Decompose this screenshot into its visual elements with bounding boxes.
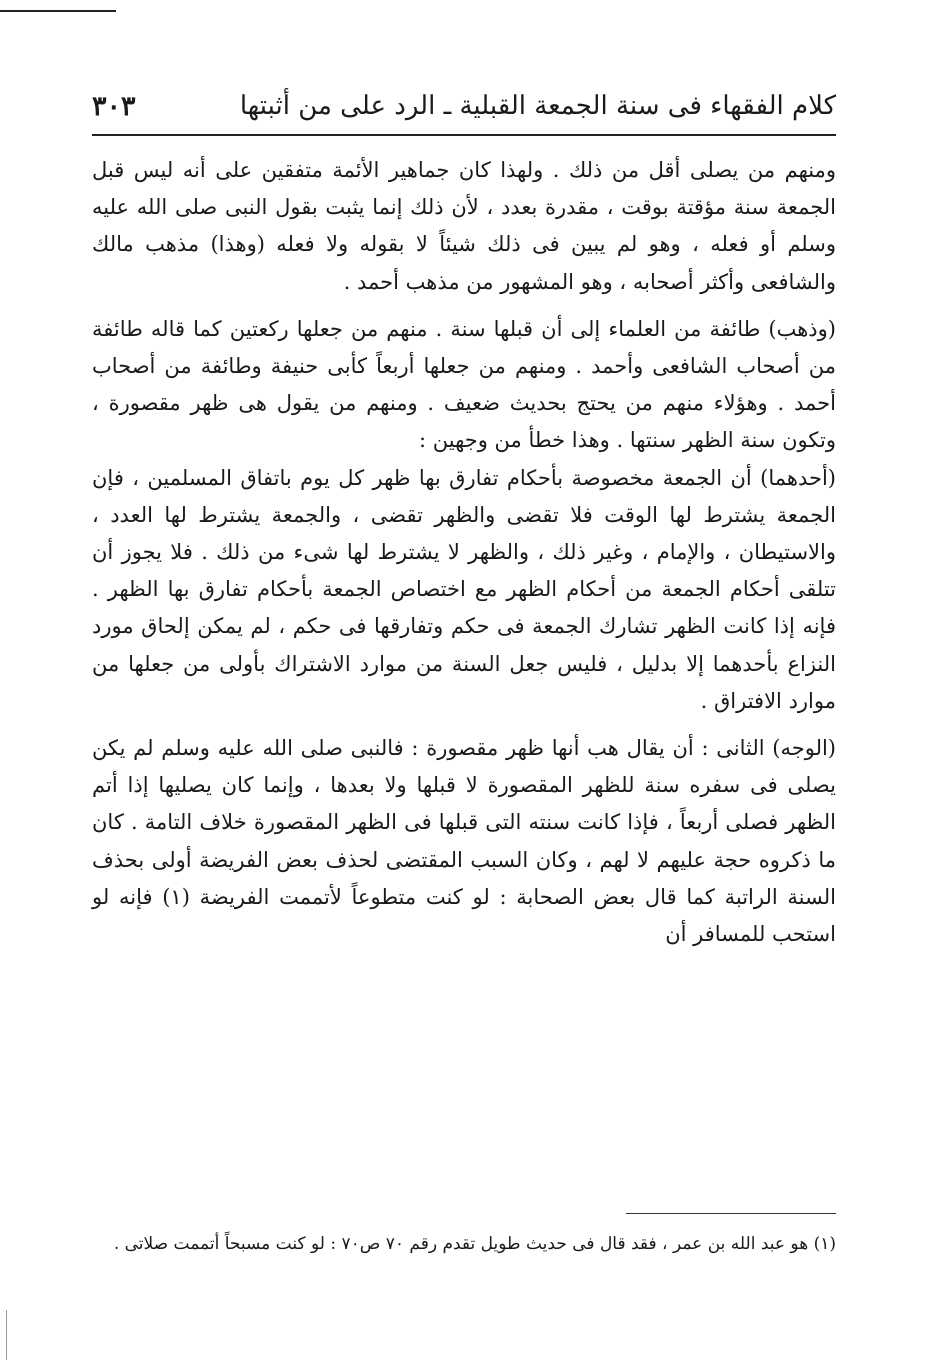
top-left-rule [0,10,116,12]
paragraph-4: (الوجه) الثانى : أن يقال هب أنها ظهر مقصورة : فالنبى صلى الله عليه وسلم لم يكن يصلى فى سفره سنة للظهر المقصورة لا قبلها ولا بعدها ، وإنما كان يصليها إذا أتم الظهر فصلى أربعاً ، فإذا كانت سنته التى قبلها فى الظهر المقصورة خلاف التامة . كان ما ذكروه حجة عليهم لا لهم ، وكان السبب المقتضى لحذف بعض الفريضة أولى بحذف السنة الراتبة كما قال بعض الصحابة : لو كنت متطوعاً لأتممت الفريضة (١) فإنه لو استحب للمسافر أن [92,736,836,947]
footnote [92,1227,836,1261]
running-title: كلام الفقهاء فى سنة الجمعة القبلية ـ الرد على من أثبتها [239,91,836,121]
footnote-rule [626,1213,836,1214]
page-number: ٣٠٣ [92,90,136,122]
paragraph-1: ومنهم من يصلى أقل من ذلك . ولهذا كان جماهير الأئمة متفقين على أنه ليس قبل الجمعة سنة مؤقتة بوقت ، مقدرة بعدد ، لأن ذلك إنما يثبت بقول النبى صلى الله عليه وسلم أو فعله ، وهو لم يبين فى ذلك شيئاً لا بقوله ولا فعله (وهذا) مذهب مالك والشافعى وأكثر أصحابه ، وهو المشهور من مذهب أحمد . [92,158,836,294]
paragraph-2: (وذهب) طائفة من العلماء إلى أن قبلها سنة . منهم من جعلها ركعتين كما قاله طائفة من أصحاب الشافعى وأحمد . ومنهم من جعلها أربعاً كأبى حنيفة وطائفة من أصحاب أحمد . وهؤلاء منهم من يحتج بحديث ضعيف . ومنهم من يقول هى ظهر مقصورة ، وتكون سنة الظهر سنتها . وهذا خطأ من وجهين : [92,316,836,453]
header-rule [92,134,836,136]
paragraph-3: (أحدهما) أن الجمعة مخصوصة بأحكام تفارق بها ظهر كل يوم باتفاق المسلمين ، فإن الجمعة يشترط لها الوقت فلا تقضى والظهر تقضى ، والجمعة يشترط لها العدد ، والاستيطان ، والإمام ، وغير ذلك ، والظهر لا يشترط لها شىء من ذلك . فلا يجوز أن تتلقى أحكام الجمعة من أحكام الظهر مع اختصاص الجمعة بأحكام تفارق بها الظهر . فإنه إذا كانت الظهر تشارك الجمعة فى حكم وتفارقها فى حكم ، لم يمكن إلحاق مورد النزاع بأحدهما إلا بدليل ، فليس جعل السنة من موارد الاشتراك بأولى من جعلها من موارد الافتراق . [92,465,837,713]
margin-mark [6,1310,7,1360]
running-header [92,84,836,128]
body-text [92,152,836,953]
footnote-text: (١) هو عبد الله بن عمر ، فقد قال فى حديث طويل تقدم رقم ٧٠ ص٧٠ : لو كنت مسبحاً أتممت صلاتى . [113,1234,836,1254]
